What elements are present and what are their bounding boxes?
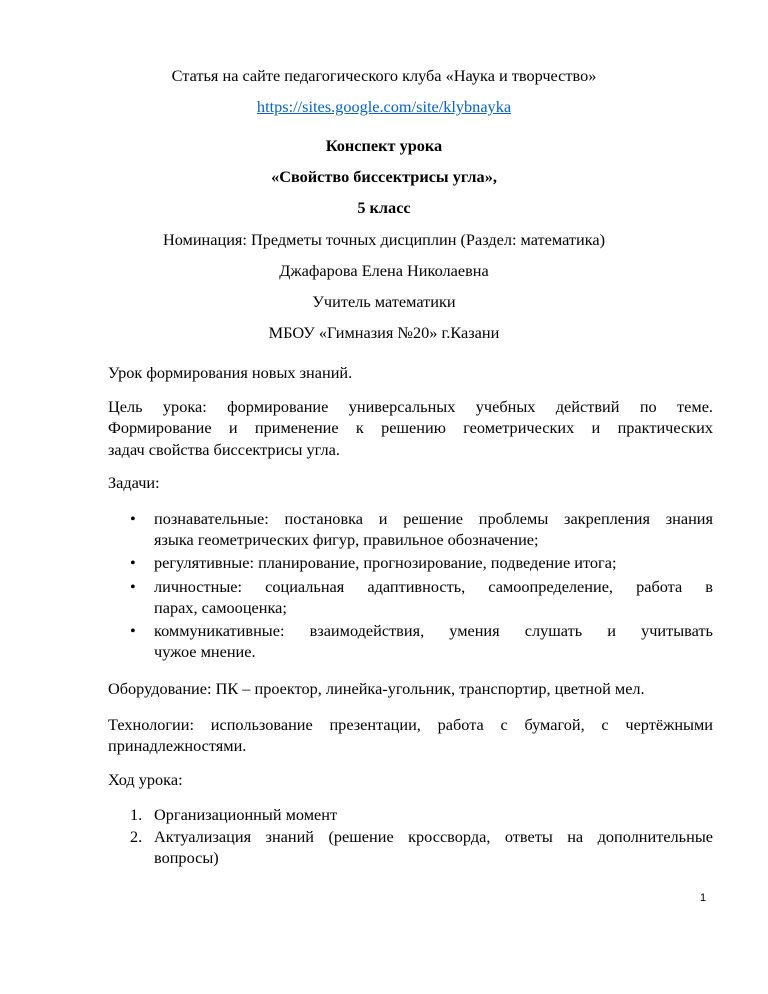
technology <box>108 714 713 757</box>
doc-title-line2: «Свойство биссектрисы угла», <box>271 167 497 186</box>
tasks-heading <box>108 472 713 493</box>
list-item <box>130 508 713 551</box>
author-position: Учитель математики <box>312 292 456 311</box>
list-item-text: Организационный момент <box>154 805 338 824</box>
technology-line: принадлежностями. <box>108 736 247 756</box>
bullet-icon: • <box>130 577 136 596</box>
site-line: Статья на сайте педагогического клуба «Наука и творчество» <box>171 66 597 85</box>
author-name: Джафарова Елена Николаевна <box>279 261 489 280</box>
lesson-goal <box>108 396 713 460</box>
list-item-text: коммуникативные: взаимодействия, умения слушать и учитывать <box>154 621 713 640</box>
list-item <box>130 576 713 619</box>
nomination: Номинация: Предметы точных дисциплин (Раздел: математика) <box>162 230 606 249</box>
doc-title-line3: 5 класс <box>357 198 411 217</box>
list-item-text: парах, самооценка; <box>154 598 287 618</box>
goal-line: Формирование и применение к решению геометрических и практических <box>108 418 713 438</box>
list-item-text: языка геометрических фигур, правильное обозначение; <box>154 530 539 550</box>
doc-title-line1: Конспект урока <box>325 136 443 155</box>
goal-line: Цель урока: формирование универсальных учебных действий по теме. <box>108 397 713 416</box>
equipment <box>108 678 713 699</box>
tasks-heading-text: Задачи: <box>108 473 160 492</box>
list-item-text: Актуализация знаний (решение кроссворда, ответы на дополнительные <box>154 827 713 846</box>
course-heading-text: Ход урока: <box>108 770 183 789</box>
equipment-text: Оборудование: ПК – проектор, линейка-угольник, транспортир, цветной мел. <box>108 679 645 698</box>
list-item <box>130 620 713 663</box>
site-link-row <box>0 97 768 117</box>
list-number: 2. <box>130 827 143 846</box>
bullet-icon: • <box>130 621 136 640</box>
list-item-text: чужое мнение. <box>154 642 256 662</box>
list-item-text: вопросы) <box>154 848 219 868</box>
technology-line: Технологии: использование презентации, работа с бумагой, с чертёжными <box>108 715 713 734</box>
school-name: МБОУ «Гимназия №20» г.Казани <box>268 323 500 342</box>
list-item <box>130 552 713 573</box>
site-link[interactable]: https://sites.google.com/site/klybnayka <box>256 97 512 116</box>
list-item-text: личностные: социальная адаптивность, самоопределение, работа в <box>154 577 713 596</box>
list-item-text: познавательные: постановка и решение проблемы закрепления знания <box>154 509 713 528</box>
lesson-type <box>108 362 713 383</box>
list-item <box>130 804 713 825</box>
bullet-icon: • <box>130 553 136 572</box>
bullet-icon: • <box>130 509 136 528</box>
list-item <box>130 826 713 869</box>
goal-line: задач свойства биссектрисы угла. <box>108 439 340 459</box>
lesson-type-text: Урок формирования новых знаний. <box>108 363 353 382</box>
list-number: 1. <box>130 805 143 824</box>
list-item-text: регулятивные: планирование, прогнозирование, подведение итога; <box>154 553 617 572</box>
page-number: 1 <box>700 892 707 904</box>
course-heading <box>108 769 713 790</box>
